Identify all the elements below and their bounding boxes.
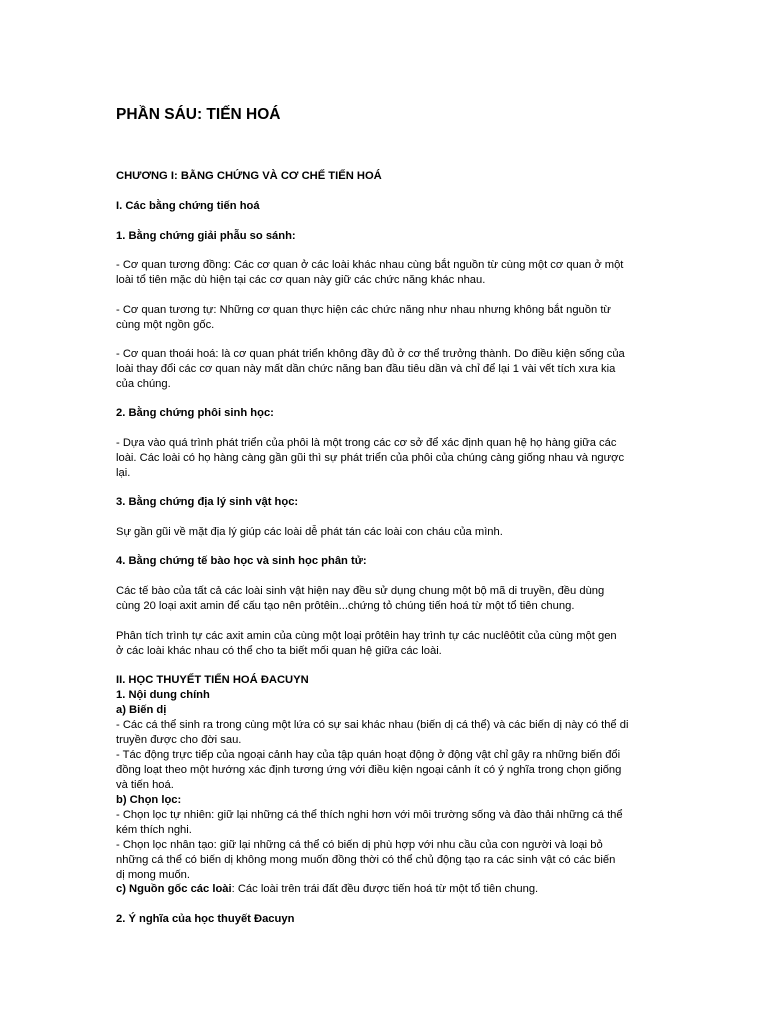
paragraph-line: - Cơ quan tương tự: Những cơ quan thực hiện các chức năng như nhau nhưng không bắt nguồn từ [116,304,611,316]
subheading-cell-molecular: 4. Bằng chứng tế bào học và sinh học phân tử: [116,555,367,567]
subheading-selection: b) Chọn lọc: [116,794,182,806]
subheading-main-content: 1. Nội dung chính [116,689,210,701]
paragraph-line: - Chọn lọc tự nhiên: giữ lại những cá thể thích nghi hơn với môi trường sống và đào thải những cá thể [116,809,623,821]
origin-text: : Các loài trên trái đất đều được tiến hoá từ một tổ tiên chung. [231,883,539,895]
paragraph-line: - Các cá thể sinh ra trong cùng một lứa có sự sai khác nhau (biến dị cá thể) và các biến dị này có thể di [116,719,629,731]
part-title: PHẦN SÁU: TIẾN HOÁ [116,106,281,123]
paragraph-line: - Cơ quan tương đồng: Các cơ quan ở các loài khác nhau cùng bắt nguồn từ cùng một cơ quan ở một [116,259,624,271]
subheading-comparative-anatomy: 1. Bằng chứng giải phẫu so sánh: [116,230,296,242]
paragraph-line: loài. Các loài có họ hàng càng gần gũi thì sự phát triển của phôi của chúng càng giống nhau và ngược [116,452,625,464]
paragraph-line: - Dựa vào quá trình phát triển của phôi là một trong các cơ sở để xác định quan hệ họ hàng giữa các [116,437,617,449]
paragraph-line: cùng một ngồn gốc. [116,319,215,331]
subheading-origin: c) Nguồn gốc các loài [116,883,232,895]
paragraph-line: của chúng. [116,378,171,390]
subheading-embryology: 2. Bằng chứng phôi sinh học: [116,407,274,419]
subheading-significance: 2. Ý nghĩa của học thuyết Đacuyn [116,913,295,925]
paragraph-line: - Tác động trực tiếp của ngoại cảnh hay của tập quán hoạt động ở động vật chỉ gây ra những biến đổi [116,749,621,761]
paragraph-line: ở các loài khác nhau có thể cho ta biết mối quan hệ giữa các loài. [116,645,442,657]
paragraph-line: truyền được cho đời sau. [116,734,242,746]
subheading-variation: a) Biến dị [116,704,167,716]
paragraph-line: loài thay đổi các cơ quan này mất dần chức năng ban đầu tiêu dần và chỉ để lại 1 vài vết tích xưa kia [116,363,616,375]
subheading-biogeography: 3. Bằng chứng địa lý sinh vật học: [116,496,299,508]
paragraph-line: Phân tích trình tự các axit amin của cùng một loại prôtêin hay trình tự các nuclêôtit của cùng một gen [116,630,617,642]
paragraph-line: lại. [116,467,131,479]
chapter-title: CHƯƠNG I: BẰNG CHỨNG VÀ CƠ CHẾ TIẾN HOÁ [116,170,382,182]
paragraph-line: Các tế bào của tất cả các loài sinh vật hiện nay đều sử dụng chung một bộ mã di truyền, đều dùng [116,585,605,597]
paragraph-line: những cá thể có biến dị không mong muốn đồng thời có thể chủ động tạo ra các sinh vật có các biến [116,854,616,866]
paragraph-line: và tiến hoá. [116,779,174,791]
paragraph-line: kém thích nghi. [116,824,192,836]
paragraph-line: - Cơ quan thoái hoá: là cơ quan phát triển không đầy đủ ở cơ thể trưởng thành. Do điều kiện sống của [116,348,625,360]
origin-of-species-line [116,882,538,897]
paragraph-line: đồng loạt theo một hướng xác định tương ứng với điều kiện ngoại cảnh ít có ý nghĩa trong chọn giống [116,764,622,776]
paragraph-line: loài tổ tiên mặc dù hiện tại các cơ quan này giữ các chức năng khác nhau. [116,274,486,286]
paragraph-line: cùng 20 loại axit amin để cấu tạo nên prôtêin...chứng tỏ chúng tiến hoá từ một tổ tiên chung. [116,600,575,612]
paragraph-line: - Chọn lọc nhân tạo: giữ lại những cá thể có biến dị phù hợp với nhu cầu của con người và loại bỏ [116,839,603,851]
paragraph-line: dị mong muốn. [116,869,191,881]
section-heading-evidence: I. Các bằng chứng tiến hoá [116,200,260,212]
section-heading-darwin: II. HỌC THUYẾT TIẾN HOÁ ĐACUYN [116,674,309,686]
paragraph-line: Sự gần gũi về mặt địa lý giúp các loài dễ phát tán các loài con cháu của mình. [116,526,503,538]
